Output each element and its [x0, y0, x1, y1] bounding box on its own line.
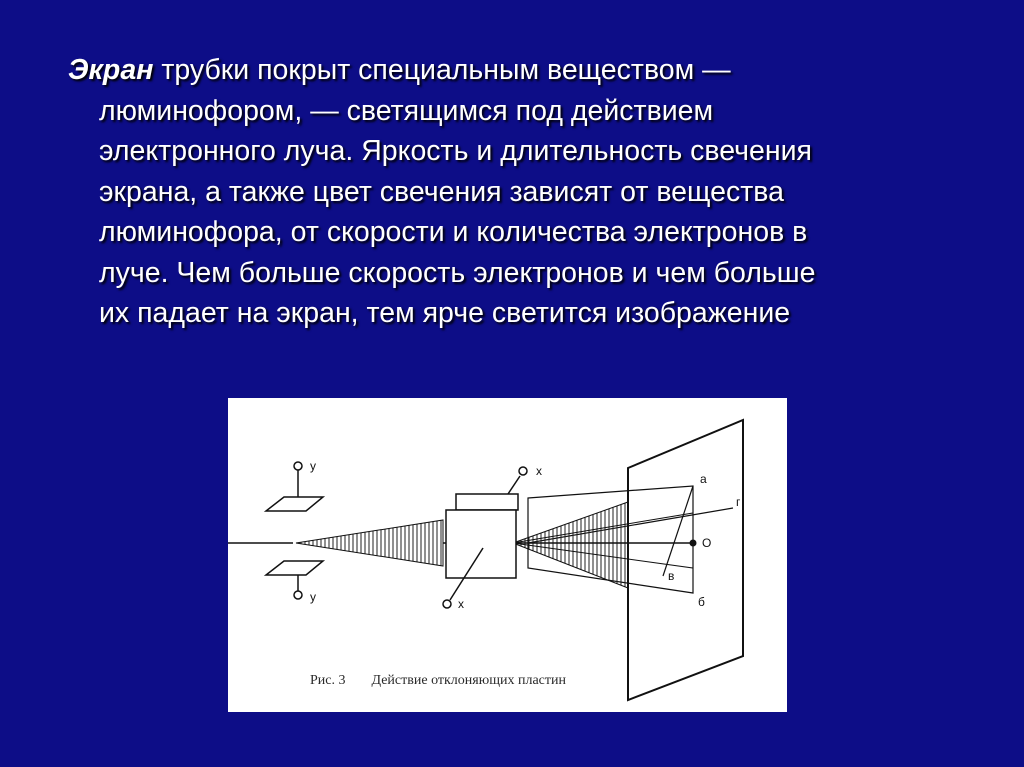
- x-plate-top: [456, 494, 518, 510]
- label-x-bottom: х: [458, 597, 464, 611]
- paragraph-line-7: их падает на экран, тем ярче светится изображение: [99, 297, 791, 329]
- deflection-diagram: [228, 398, 787, 712]
- screen-plane: [628, 420, 743, 700]
- paragraph-line-6: луче. Чем больше скорость электронов и чем больше: [99, 256, 816, 289]
- x-plate-box: [446, 510, 516, 578]
- label-x-top: х: [536, 464, 542, 478]
- label-a: а: [700, 472, 707, 486]
- figure-caption: [310, 673, 566, 689]
- figure-caption-number: Рис. 3: [310, 673, 346, 688]
- paragraph-line-4: экрана, а также цвет свечения зависят от вещества: [99, 175, 784, 208]
- beam-cone: [296, 520, 443, 566]
- term-ekran: Экран: [68, 54, 154, 86]
- paragraph-line-1: [68, 50, 998, 91]
- point-o: [690, 540, 697, 547]
- paragraph-line-1-rest: трубки покрыт специальным веществом —: [153, 54, 731, 86]
- paragraph-line-2: люминофором, — светящимся под действием: [99, 94, 714, 127]
- x-terminal-bottom: [443, 600, 451, 608]
- line-a-v: [663, 486, 693, 576]
- y-terminal-bottom: [294, 591, 302, 599]
- deflection-plates-figure: [228, 398, 787, 712]
- label-y-top: у: [310, 459, 316, 473]
- paragraph-line-5: люминофора, от скорости и количества электронов в: [99, 216, 808, 248]
- label-g: г: [736, 495, 741, 509]
- x-terminal-top: [519, 467, 527, 475]
- y-terminal-top: [294, 462, 302, 470]
- label-b: б: [698, 595, 705, 609]
- y-plate-top: [266, 497, 323, 511]
- body-paragraph: [68, 50, 998, 334]
- label-v: в: [668, 569, 675, 583]
- label-y-bottom: у: [310, 590, 316, 604]
- figure-caption-text: Действие отклоняющих пластин: [371, 673, 566, 688]
- label-o: О: [702, 536, 712, 550]
- paragraph-line-3: электронного луча. Яркость и длительность свечения: [99, 135, 812, 167]
- y-plate-bottom: [266, 561, 323, 575]
